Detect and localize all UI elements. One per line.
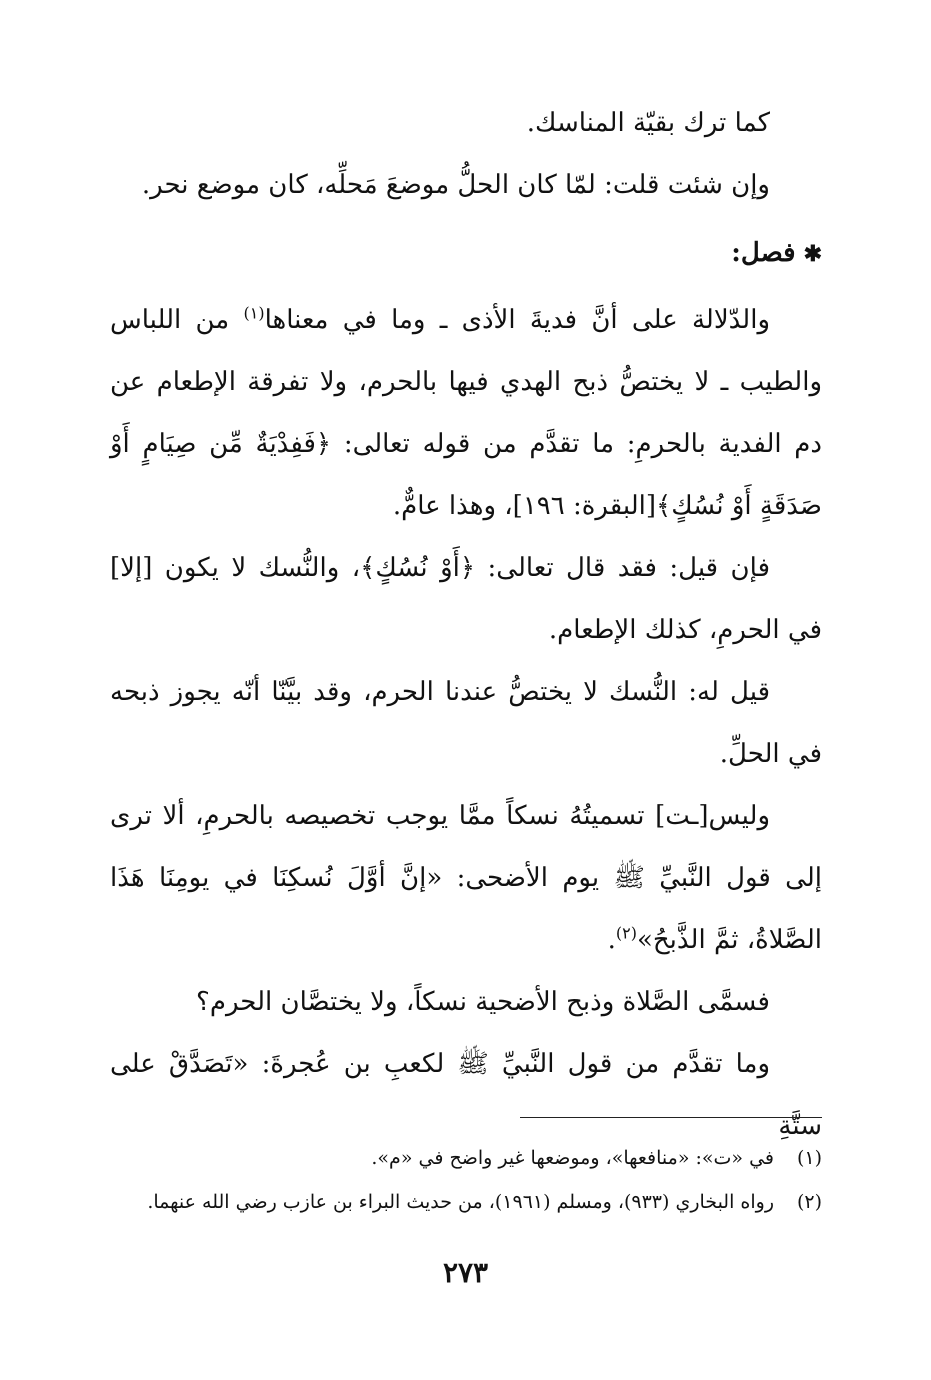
paragraph-6-part-1: وليس[ـت] تسميتُهُ نسكاً ممَّا يوجب تخصيصه بالحرمِ، ألا ترى إلى قول النَّبيِّ ﷺ يوم الأضحى: «إنَّ أوَّلَ نُسكِنَا في يومِنَا هَذَا الصَّلاةُ، ثمَّ الذَّبحُ» — [110, 801, 822, 955]
footnote-marker-2: (٢) — [615, 923, 637, 943]
page-number: ٢٧٣ — [442, 1256, 489, 1289]
section-heading — [110, 222, 822, 285]
footnote-2-text: رواه البخاري (٩٣٣)، ومسلم (١٩٦١)، من حديث البراء بن عازب رضي الله عنهما. — [147, 1191, 774, 1213]
star-icon: ✱ — [803, 241, 822, 267]
paragraph-1: كما ترك بقيّة المناسك. — [526, 108, 770, 138]
paragraph-6 — [110, 785, 822, 971]
footnote-1-number: (١) — [796, 1147, 822, 1169]
footnotes — [110, 1134, 822, 1226]
paragraph-6-part-2: . — [607, 925, 616, 955]
footnote-marker-1: (١) — [243, 303, 265, 323]
footnote-2-number: (٢) — [796, 1191, 822, 1213]
paragraph-3-part-2: من اللباس والطيب ـ لا يختصُّ ذبح الهدي فيها بالحرم، ولا تفرقة الإطعام عن دم الفدية بالحرمِ: ما تقدَّم من قوله تعالى: ﴿فَفِدْيَةٌ مِّن صِيَامٍ أَوْ صَدَقَةٍ أَوْ نُسُكٍ﴾[البقرة: ١٩٦]، وهذا عامٌّ. — [110, 305, 822, 521]
paragraph-5: قيل له: النُّسك لا يختصُّ عندنا الحرم، وقد بيَّنّا أنّه يجوز ذبحه في الحلِّ. — [110, 677, 822, 769]
paragraph-8: وما تقدَّم من قول النَّبيِّ ﷺ لكعبِ بن عُجرةَ: «تَصَدَّقْ على ستَّةِ — [110, 1049, 822, 1141]
paragraph-3-part-1: والدّلالة على أنَّ فديةَ الأذى ـ وما في معناها — [264, 305, 770, 335]
paragraph-7: فسمَّى الصَّلاة وذبح الأضحية نسكاً، ولا يختصَّان الحرم؟ — [196, 987, 770, 1017]
main-text — [110, 92, 822, 1157]
footnote-2 — [110, 1182, 822, 1222]
section-heading-label: فصل: — [731, 238, 796, 268]
footnote-1 — [110, 1138, 822, 1178]
footnote-1-text: في «ت»: «منافعها»، وموضعها غير واضح في «م». — [371, 1147, 774, 1169]
footnote-divider — [520, 1117, 822, 1118]
paragraph-2: وإن شئت قلت: لمّا كان الحلُّ موضعَ مَحلِّه، كان موضع نحر. — [141, 170, 770, 200]
paragraph-3 — [110, 289, 822, 537]
paragraph-4: فإن قيل: فقد قال تعالى: ﴿أَوْ نُسُكٍ﴾، والنُّسك لا يكون [إلا] في الحرمِ، كذلك الإطعام. — [110, 553, 822, 645]
